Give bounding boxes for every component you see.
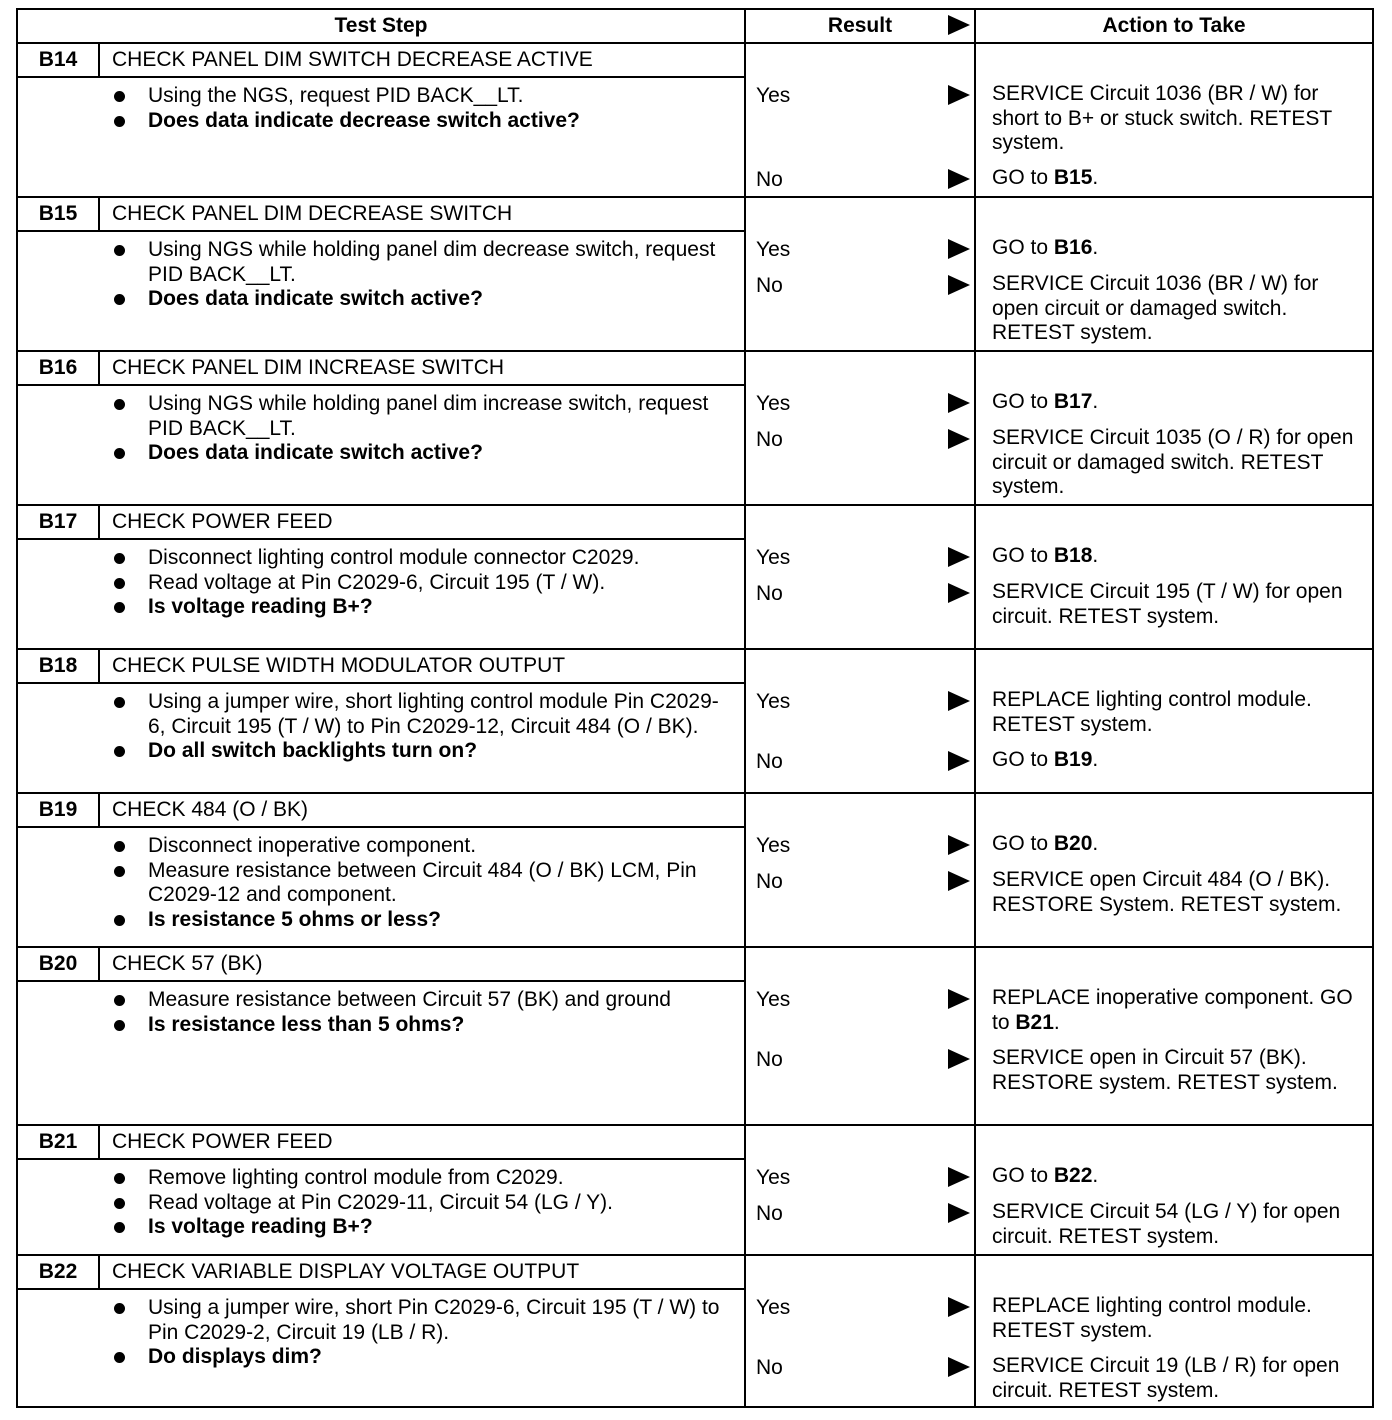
action-text-tail: . (1092, 1164, 1099, 1187)
action-text (992, 1164, 1360, 1189)
action-text-main: SERVICE Circuit 1036 (BR / W) for open circuit or damaged switch. RETEST system. (992, 272, 1319, 344)
result-cell (745, 947, 975, 1125)
action-text (992, 426, 1360, 500)
table-row (17, 197, 1373, 351)
result-label: Yes (756, 1166, 791, 1189)
result-yes (756, 690, 974, 716)
result-label: Yes (756, 988, 791, 1011)
table-row (17, 1125, 1373, 1255)
table-row (17, 1255, 1373, 1407)
step-instruction: Remove lighting control module from C2029. (18, 1166, 744, 1191)
result-no (756, 168, 974, 194)
action-text (992, 748, 1360, 773)
action-text-main: REPLACE inoperative component. GO to (992, 986, 1353, 1034)
result-cell (745, 505, 975, 649)
action-text (992, 236, 1360, 261)
result-label: No (756, 582, 783, 605)
step-question: Do all switch backlights turn on? (18, 739, 744, 764)
step-instructions (18, 78, 744, 133)
action-text (992, 1354, 1360, 1403)
action-cell (975, 505, 1373, 649)
diagnostic-table-container (16, 8, 1372, 1408)
step-id: B17 (18, 506, 100, 538)
action-cell (975, 793, 1373, 947)
step-instruction: Read voltage at Pin C2029-6, Circuit 195 (T / W). (18, 571, 744, 596)
step-id: B22 (18, 1256, 100, 1288)
action-goto-step: B16 (1053, 236, 1093, 259)
result-label: No (756, 168, 783, 191)
result-yes (756, 1296, 974, 1322)
table-row (17, 947, 1373, 1125)
test-step-cell (17, 1255, 745, 1407)
action-cell (975, 1125, 1373, 1255)
result-label: No (756, 428, 783, 451)
action-text-main: GO to (992, 748, 1054, 771)
step-instructions (18, 684, 744, 764)
step-title: CHECK PULSE WIDTH MODULATOR OUTPUT (112, 653, 566, 677)
arrow-right-icon (948, 583, 970, 603)
action-text-tail: . (1092, 236, 1099, 259)
result-label: No (756, 870, 783, 893)
action-text-main: GO to (992, 832, 1054, 855)
step-question: Is voltage reading B+? (18, 1215, 744, 1240)
step-header (18, 794, 744, 828)
header-result-label: Result (827, 13, 893, 37)
result-cell (745, 197, 975, 351)
action-text-main: SERVICE Circuit 195 (T / W) for open circuit. RETEST system. (992, 580, 1343, 628)
action-text (992, 580, 1360, 629)
action-text-main: GO to (992, 390, 1054, 413)
step-instruction: Using NGS while holding panel dim decrease switch, request PID BACK__LT. (18, 238, 744, 287)
test-step-cell (17, 351, 745, 505)
action-text (992, 390, 1360, 415)
result-label: No (756, 1202, 783, 1225)
result-label: Yes (756, 834, 791, 857)
step-id: B20 (18, 948, 100, 980)
action-goto-step: B20 (1053, 832, 1093, 855)
step-title: CHECK PANEL DIM SWITCH DECREASE ACTIVE (112, 47, 593, 71)
table-row (17, 793, 1373, 947)
result-label: Yes (756, 690, 791, 713)
table-row (17, 351, 1373, 505)
result-label: Yes (756, 84, 791, 107)
arrow-right-icon (948, 547, 970, 567)
step-header (18, 198, 744, 232)
action-cell (975, 351, 1373, 505)
action-goto-step: B17 (1053, 390, 1093, 413)
action-text-tail: . (1092, 166, 1099, 189)
arrow-right-icon (948, 239, 970, 259)
step-question: Is resistance less than 5 ohms? (18, 1013, 744, 1038)
header-action-label: Action to Take (1102, 13, 1246, 37)
step-header (18, 506, 744, 540)
step-instructions (18, 232, 744, 312)
test-step-cell (17, 1125, 745, 1255)
step-instruction: Using NGS while holding panel dim increase switch, request PID BACK__LT. (18, 392, 744, 441)
arrow-right-icon (948, 751, 970, 771)
result-cell (745, 793, 975, 947)
step-id: B16 (18, 352, 100, 384)
action-text-main: REPLACE lighting control module. RETEST system. (992, 688, 1312, 736)
step-instructions (18, 1160, 744, 1240)
result-cell (745, 1255, 975, 1407)
step-title: CHECK POWER FEED (112, 1129, 333, 1153)
arrow-right-icon (948, 15, 970, 35)
action-text-main: GO to (992, 236, 1054, 259)
action-cell (975, 43, 1373, 197)
arrow-right-icon (948, 169, 970, 189)
step-title: CHECK 57 (BK) (112, 951, 263, 975)
step-instruction: Disconnect inoperative component. (18, 834, 744, 859)
result-label: No (756, 1356, 783, 1379)
step-instructions (18, 828, 744, 932)
test-step-cell (17, 947, 745, 1125)
step-instruction: Disconnect lighting control module connector C2029. (18, 546, 744, 571)
arrow-right-icon (948, 1297, 970, 1317)
action-text-tail: . (1092, 832, 1099, 855)
step-title: CHECK 484 (O / BK) (112, 797, 309, 821)
header-test-step (17, 9, 745, 43)
diagnostic-table (16, 8, 1374, 1408)
step-header (18, 44, 744, 78)
action-text-main: GO to (992, 1164, 1054, 1187)
arrow-right-icon (948, 1167, 970, 1187)
arrow-right-icon (948, 1049, 970, 1069)
result-no (756, 582, 974, 608)
arrow-right-icon (948, 835, 970, 855)
step-question: Does data indicate decrease switch active? (18, 109, 744, 134)
action-text (992, 1294, 1360, 1343)
arrow-right-icon (948, 1203, 970, 1223)
action-goto-step: B15 (1053, 166, 1093, 189)
action-text-main: SERVICE Circuit 1035 (O / R) for open circuit or damaged switch. RETEST system. (992, 426, 1354, 498)
step-instructions (18, 982, 744, 1037)
table-row (17, 649, 1373, 793)
arrow-right-icon (948, 989, 970, 1009)
step-question: Does data indicate switch active? (18, 441, 744, 466)
step-instructions (18, 386, 744, 466)
result-cell (745, 649, 975, 793)
step-title: CHECK PANEL DIM INCREASE SWITCH (112, 355, 505, 379)
step-instruction: Measure resistance between Circuit 57 (BK) and ground (18, 988, 744, 1013)
table-body (17, 43, 1373, 1407)
arrow-right-icon (948, 85, 970, 105)
step-question: Does data indicate switch active? (18, 287, 744, 312)
table-row (17, 505, 1373, 649)
step-question: Do displays dim? (18, 1345, 744, 1370)
header-action (975, 9, 1373, 43)
result-yes (756, 392, 974, 418)
action-text (992, 688, 1360, 737)
step-instruction: Measure resistance between Circuit 484 (O / BK) LCM, Pin C2029-12 and component. (18, 859, 744, 908)
action-text-main: SERVICE open in Circuit 57 (BK). RESTORE system. RETEST system. (992, 1046, 1338, 1094)
arrow-right-icon (948, 691, 970, 711)
step-header (18, 1256, 744, 1290)
action-text-main: REPLACE lighting control module. RETEST system. (992, 1294, 1312, 1342)
action-text-tail: . (1092, 748, 1099, 771)
action-goto-step: B18 (1053, 544, 1093, 567)
action-text (992, 868, 1360, 917)
action-goto-step: B19 (1053, 748, 1093, 771)
step-instruction: Read voltage at Pin C2029-11, Circuit 54 (LG / Y). (18, 1191, 744, 1216)
arrow-right-icon (948, 275, 970, 295)
result-no (756, 1202, 974, 1228)
step-question: Is resistance 5 ohms or less? (18, 908, 744, 933)
action-cell (975, 649, 1373, 793)
action-cell (975, 197, 1373, 351)
step-title: CHECK POWER FEED (112, 509, 333, 533)
test-step-cell (17, 793, 745, 947)
action-text (992, 986, 1360, 1035)
step-id: B14 (18, 44, 100, 76)
result-label: Yes (756, 238, 791, 261)
result-label: No (756, 274, 783, 297)
step-instructions (18, 1290, 744, 1370)
step-instruction: Using the NGS, request PID BACK__LT. (18, 84, 744, 109)
action-text (992, 272, 1360, 346)
action-text (992, 1200, 1360, 1249)
action-text (992, 1046, 1360, 1095)
step-id: B18 (18, 650, 100, 682)
arrow-right-icon (948, 393, 970, 413)
result-yes (756, 1166, 974, 1192)
action-text-tail: . (1053, 1010, 1060, 1034)
result-yes (756, 84, 974, 110)
step-header (18, 1126, 744, 1160)
step-instruction: Using a jumper wire, short lighting control module Pin C2029-6, Circuit 195 (T / W) to Pin C2029-12, Circuit 484 (O / BK). (18, 690, 744, 739)
arrow-right-icon (948, 1357, 970, 1377)
action-cell (975, 947, 1373, 1125)
action-cell (975, 1255, 1373, 1407)
action-text-main: SERVICE Circuit 19 (LB / R) for open circuit. RETEST system. (992, 1354, 1340, 1402)
result-label: No (756, 1048, 783, 1071)
test-step-cell (17, 197, 745, 351)
table-row (17, 43, 1373, 197)
action-text-main: SERVICE open Circuit 484 (O / BK). RESTORE System. RETEST system. (992, 868, 1342, 916)
result-no (756, 1356, 974, 1382)
action-text (992, 166, 1360, 191)
arrow-right-icon (948, 871, 970, 891)
test-step-cell (17, 43, 745, 197)
step-id: B15 (18, 198, 100, 230)
step-id: B21 (18, 1126, 100, 1158)
step-header (18, 948, 744, 982)
step-title: CHECK PANEL DIM DECREASE SWITCH (112, 201, 513, 225)
result-no (756, 274, 974, 300)
action-text-main: GO to (992, 544, 1054, 567)
action-text-main: SERVICE Circuit 1036 (BR / W) for short to B+ or stuck switch. RETEST system. (992, 82, 1332, 154)
action-text (992, 832, 1360, 857)
table-header-row (17, 9, 1373, 43)
action-goto-step: B21 (1015, 1010, 1054, 1034)
step-instruction: Using a jumper wire, short Pin C2029-6, Circuit 195 (T / W) to Pin C2029-2, Circuit 19 (LB / R). (18, 1296, 744, 1345)
result-cell (745, 1125, 975, 1255)
result-no (756, 750, 974, 776)
test-step-cell (17, 649, 745, 793)
result-label: No (756, 750, 783, 773)
action-text (992, 82, 1360, 156)
step-header (18, 650, 744, 684)
step-header (18, 352, 744, 386)
result-yes (756, 238, 974, 264)
result-label: Yes (756, 1296, 791, 1319)
result-yes (756, 546, 974, 572)
header-test-step-label: Test Step (334, 13, 428, 37)
header-result (745, 9, 975, 43)
result-cell (745, 351, 975, 505)
action-text-tail: . (1092, 390, 1099, 413)
result-no (756, 1048, 974, 1074)
result-label: Yes (756, 392, 791, 415)
action-text-main: SERVICE Circuit 54 (LG / Y) for open circuit. RETEST system. (992, 1200, 1341, 1248)
action-text-tail: . (1092, 544, 1099, 567)
result-yes (756, 834, 974, 860)
step-question: Is voltage reading B+? (18, 595, 744, 620)
result-label: Yes (756, 546, 791, 569)
result-cell (745, 43, 975, 197)
result-no (756, 428, 974, 454)
arrow-right-icon (948, 429, 970, 449)
action-goto-step: B22 (1053, 1164, 1093, 1187)
test-step-cell (17, 505, 745, 649)
step-instructions (18, 540, 744, 620)
step-id: B19 (18, 794, 100, 826)
result-no (756, 870, 974, 896)
action-text (992, 544, 1360, 569)
action-text-main: GO to (992, 166, 1054, 189)
result-yes (756, 988, 974, 1014)
step-title: CHECK VARIABLE DISPLAY VOLTAGE OUTPUT (112, 1259, 580, 1283)
